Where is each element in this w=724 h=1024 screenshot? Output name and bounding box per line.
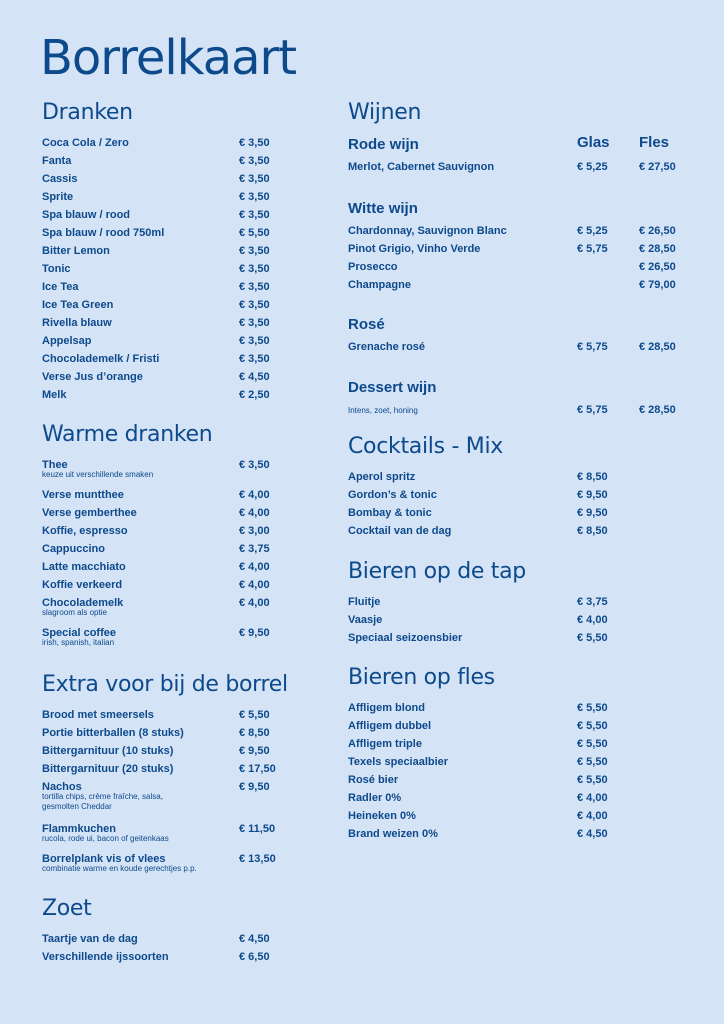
wine-price-fles: € 79,00 <box>639 279 676 291</box>
item-name: Chocolademelk / Fristi <box>42 353 160 366</box>
wine-item <box>348 338 688 356</box>
menu-item <box>42 850 292 880</box>
list-tap <box>348 593 688 647</box>
item-price: € 4,00 <box>239 507 270 520</box>
item-price: € 3,50 <box>239 137 270 150</box>
section-cocktails <box>348 434 688 540</box>
list-warme-dranken <box>42 456 292 654</box>
menu-item <box>42 706 292 724</box>
wine-price-fles: € 26,50 <box>639 261 676 273</box>
item-name: Special coffee <box>42 627 116 640</box>
item-name: Coca Cola / Zero <box>42 137 129 150</box>
menu-item <box>348 699 688 717</box>
menu-item <box>42 504 292 522</box>
menu-item <box>348 611 688 629</box>
item-price: € 3,50 <box>239 173 270 186</box>
item-price: € 2,50 <box>239 389 270 402</box>
item-name: Spa blauw / rood 750ml <box>42 227 165 240</box>
item-name: Cappuccino <box>42 543 105 556</box>
menu-item <box>42 778 292 820</box>
wine-price-glas: € 5,25 <box>577 161 608 173</box>
wine-price-fles: € 28,50 <box>639 404 676 416</box>
item-name: Speciaal seizoensbier <box>348 632 463 645</box>
item-price: € 3,50 <box>239 317 270 330</box>
section-title-warme-dranken: Warme dranken <box>42 422 213 447</box>
section-title-tap: Bieren op de tap <box>348 559 526 584</box>
item-price: € 9,50 <box>239 745 270 758</box>
item-name: Radler 0% <box>348 792 402 805</box>
item-name: Verse Jus d’orange <box>42 371 143 384</box>
item-name: Aperol spritz <box>348 471 416 484</box>
item-name: Cassis <box>42 173 78 186</box>
item-price: € 4,50 <box>577 828 608 841</box>
item-price: € 4,00 <box>239 489 270 502</box>
item-price: € 6,50 <box>239 951 270 964</box>
menu-item <box>348 468 688 486</box>
item-description: combinatie warme en koude gerechtjes p.p. <box>42 864 197 874</box>
list-zoet <box>42 930 292 966</box>
section-fles <box>348 665 688 843</box>
item-price: € 4,50 <box>239 933 270 946</box>
menu-item <box>42 386 292 404</box>
wine-name: Grenache rosé <box>348 341 426 353</box>
menu-item <box>42 260 292 278</box>
item-name: Heineken 0% <box>348 810 416 823</box>
sub-title-witte-wijn: Witte wijn <box>348 200 418 217</box>
menu-item <box>42 576 292 594</box>
item-name: Brood met smeersels <box>42 709 154 722</box>
wine-name: Intens, zoet, honing <box>348 406 418 415</box>
list-cocktails <box>348 468 688 540</box>
item-name: Fluitje <box>348 596 381 609</box>
item-name: Tonic <box>42 263 71 276</box>
menu-item <box>42 930 292 948</box>
menu-item <box>42 206 292 224</box>
menu-item <box>348 504 688 522</box>
item-price: € 3,50 <box>239 191 270 204</box>
wine-group-rose <box>348 314 688 356</box>
item-price: € 3,50 <box>239 245 270 258</box>
wine-head-rood <box>348 134 688 158</box>
menu-item <box>42 350 292 368</box>
menu-item <box>42 820 292 850</box>
section-title-dranken: Dranken <box>42 100 133 125</box>
item-description: tortilla chips, crème fraîche, salsa, <box>42 792 163 802</box>
item-name: Brand weizen 0% <box>348 828 438 841</box>
menu-item <box>42 724 292 742</box>
menu-item <box>348 717 688 735</box>
item-price: € 5,50 <box>577 720 608 733</box>
sub-title-rose: Rosé <box>348 316 385 333</box>
menu-item <box>348 771 688 789</box>
item-price: € 3,00 <box>239 525 270 538</box>
item-price: € 8,50 <box>577 471 608 484</box>
menu-item <box>348 789 688 807</box>
item-price: € 5,50 <box>239 709 270 722</box>
item-description: slagroom als optie <box>42 608 107 618</box>
menu-item <box>42 760 292 778</box>
item-name: Koffie verkeerd <box>42 579 123 592</box>
item-price: € 3,50 <box>239 299 270 312</box>
item-name: Ice Tea <box>42 281 79 294</box>
item-name: Latte macchiato <box>42 561 126 574</box>
item-price: € 3,50 <box>239 353 270 366</box>
item-price: € 5,50 <box>577 774 608 787</box>
item-name: Verse muntthee <box>42 489 124 502</box>
menu-item <box>42 134 292 152</box>
menu-item <box>42 278 292 296</box>
item-price: € 4,00 <box>239 561 270 574</box>
sub-title-dessert-wijn: Dessert wijn <box>348 379 437 396</box>
item-name: Bittergarnituur (20 stuks) <box>42 763 174 776</box>
wine-name: Merlot, Cabernet Sauvignon <box>348 161 495 173</box>
menu-item <box>42 170 292 188</box>
section-tap <box>348 559 688 647</box>
wine-item <box>348 258 688 276</box>
item-name: Rivella blauw <box>42 317 112 330</box>
item-price: € 5,50 <box>239 227 270 240</box>
item-description-line-2: gesmolten Cheddar <box>42 802 112 812</box>
item-description: rucola, rode ui, bacon of geitenkaas <box>42 834 169 844</box>
item-name: Thee <box>42 459 68 472</box>
item-price: € 5,50 <box>577 738 608 751</box>
item-price: € 3,50 <box>239 209 270 222</box>
item-price: € 3,50 <box>239 263 270 276</box>
item-name: Koffie, espresso <box>42 525 128 538</box>
item-description: irish, spanish, italian <box>42 638 115 648</box>
item-name: Bombay & tonic <box>348 507 432 520</box>
item-name: Bitter Lemon <box>42 245 110 258</box>
wine-item <box>348 158 688 176</box>
menu-item <box>348 753 688 771</box>
section-dranken <box>42 100 292 404</box>
menu-item <box>42 594 292 624</box>
item-name: Verse gemberthee <box>42 507 137 520</box>
menu-item <box>42 456 292 486</box>
item-description: keuze uit verschillende smaken <box>42 470 154 480</box>
wine-item <box>348 401 688 419</box>
menu-item <box>348 807 688 825</box>
list-dranken <box>42 134 292 404</box>
section-title-extra: Extra voor bij de borrel <box>42 672 288 697</box>
item-name: Sprite <box>42 191 74 204</box>
menu-item <box>348 825 688 843</box>
item-name: Taartje van de dag <box>42 933 138 946</box>
item-price: € 3,50 <box>239 335 270 348</box>
menu-item <box>42 314 292 332</box>
menu-item <box>42 742 292 760</box>
menu-item <box>42 624 292 654</box>
wine-name: Chardonnay, Sauvignon Blanc <box>348 225 507 237</box>
column-header-glas: Glas <box>577 134 610 151</box>
item-name: Nachos <box>42 781 82 794</box>
item-name: Rosé bier <box>348 774 399 787</box>
item-name: Melk <box>42 389 67 402</box>
wine-item <box>348 222 688 240</box>
list-fles <box>348 699 688 843</box>
wine-price-glas: € 5,75 <box>577 341 608 353</box>
item-price: € 11,50 <box>239 823 276 836</box>
item-price: € 17,50 <box>239 763 276 776</box>
wine-head-wit <box>348 198 688 222</box>
menu-item <box>42 558 292 576</box>
item-name: Flammkuchen <box>42 823 116 836</box>
menu-item <box>348 593 688 611</box>
wine-price-fles: € 27,50 <box>639 161 676 173</box>
wine-price-fles: € 26,50 <box>639 225 676 237</box>
list-rose <box>348 338 688 356</box>
item-price: € 9,50 <box>239 627 270 640</box>
wine-price-glas: € 5,75 <box>577 404 608 416</box>
list-rode-wijn <box>348 158 688 176</box>
wine-group-rood <box>348 134 688 176</box>
item-price: € 8,50 <box>577 525 608 538</box>
menu-item <box>42 332 292 350</box>
section-extra <box>42 672 292 880</box>
item-price: € 9,50 <box>239 781 270 794</box>
item-price: € 4,00 <box>239 597 270 610</box>
item-price: € 3,50 <box>239 155 270 168</box>
item-price: € 9,50 <box>577 489 608 502</box>
menu-item <box>348 629 688 647</box>
item-price: € 3,50 <box>239 281 270 294</box>
section-title-wijnen: Wijnen <box>348 100 422 125</box>
item-name: Ice Tea Green <box>42 299 114 312</box>
column-header-fles: Fles <box>639 134 670 151</box>
menu-item <box>42 152 292 170</box>
item-name: Appelsap <box>42 335 92 348</box>
wine-name: Pinot Grigio, Vinho Verde <box>348 243 481 255</box>
wine-item <box>348 276 688 294</box>
item-name: Cocktail van de dag <box>348 525 452 538</box>
item-price: € 9,50 <box>577 507 608 520</box>
item-name: Bittergarnituur (10 stuks) <box>42 745 174 758</box>
menu-item <box>42 224 292 242</box>
list-witte-wijn <box>348 222 688 294</box>
item-name: Chocolademelk <box>42 597 124 610</box>
item-price: € 3,75 <box>239 543 270 556</box>
menu-item <box>42 522 292 540</box>
wine-price-glas: € 5,75 <box>577 243 608 255</box>
menu-item <box>42 242 292 260</box>
section-title-fles: Bieren op fles <box>348 665 495 690</box>
menu-item <box>42 948 292 966</box>
item-name: Affligem dubbel <box>348 720 432 733</box>
item-name: Fanta <box>42 155 72 168</box>
wine-price-fles: € 28,50 <box>639 341 676 353</box>
wine-group-wit <box>348 198 688 294</box>
menu-item <box>348 486 688 504</box>
item-price: € 13,50 <box>239 853 276 866</box>
wine-head-dessert <box>348 377 688 401</box>
item-price: € 5,50 <box>577 632 608 645</box>
item-name: Spa blauw / rood <box>42 209 131 222</box>
item-name: Borrelplank vis of vlees <box>42 853 166 866</box>
section-warme-dranken <box>42 422 292 654</box>
menu-item <box>42 486 292 504</box>
menu-item <box>42 368 292 386</box>
section-title-zoet: Zoet <box>42 896 92 921</box>
item-name: Affligem blond <box>348 702 425 715</box>
item-price: € 4,00 <box>577 614 608 627</box>
menu-item <box>42 540 292 558</box>
item-price: € 5,50 <box>577 756 608 769</box>
wine-price-fles: € 28,50 <box>639 243 676 255</box>
item-name: Gordon’s & tonic <box>348 489 437 502</box>
menu-item <box>42 296 292 314</box>
item-price: € 4,50 <box>239 371 270 384</box>
wine-head-rose <box>348 314 688 338</box>
item-price: € 4,00 <box>577 810 608 823</box>
wine-name: Champagne <box>348 279 411 291</box>
item-price: € 3,75 <box>577 596 608 609</box>
item-name: Affligem triple <box>348 738 422 751</box>
sub-title-rode-wijn: Rode wijn <box>348 136 419 153</box>
wine-price-glas: € 5,25 <box>577 225 608 237</box>
menu-item <box>42 188 292 206</box>
list-extra <box>42 706 292 880</box>
section-zoet <box>42 896 292 966</box>
item-price: € 4,00 <box>577 792 608 805</box>
wine-name: Prosecco <box>348 261 398 273</box>
menu-item <box>348 522 688 540</box>
menu-item <box>348 735 688 753</box>
wine-item <box>348 240 688 258</box>
section-wijnen <box>348 100 688 416</box>
item-price: € 8,50 <box>239 727 270 740</box>
item-name: Verschillende ijssoorten <box>42 951 169 964</box>
section-title-cocktails: Cocktails - Mix <box>348 434 503 459</box>
item-price: € 3,50 <box>239 459 270 472</box>
item-name: Portie bitterballen (8 stuks) <box>42 727 184 740</box>
item-name: Vaasje <box>348 614 383 627</box>
item-price: € 5,50 <box>577 702 608 715</box>
page-title: Borrelkaart <box>40 30 297 86</box>
list-dessert-wijn <box>348 401 688 419</box>
wine-group-dessert <box>348 377 688 419</box>
item-price: € 4,00 <box>239 579 270 592</box>
item-name: Texels speciaalbier <box>348 756 449 769</box>
